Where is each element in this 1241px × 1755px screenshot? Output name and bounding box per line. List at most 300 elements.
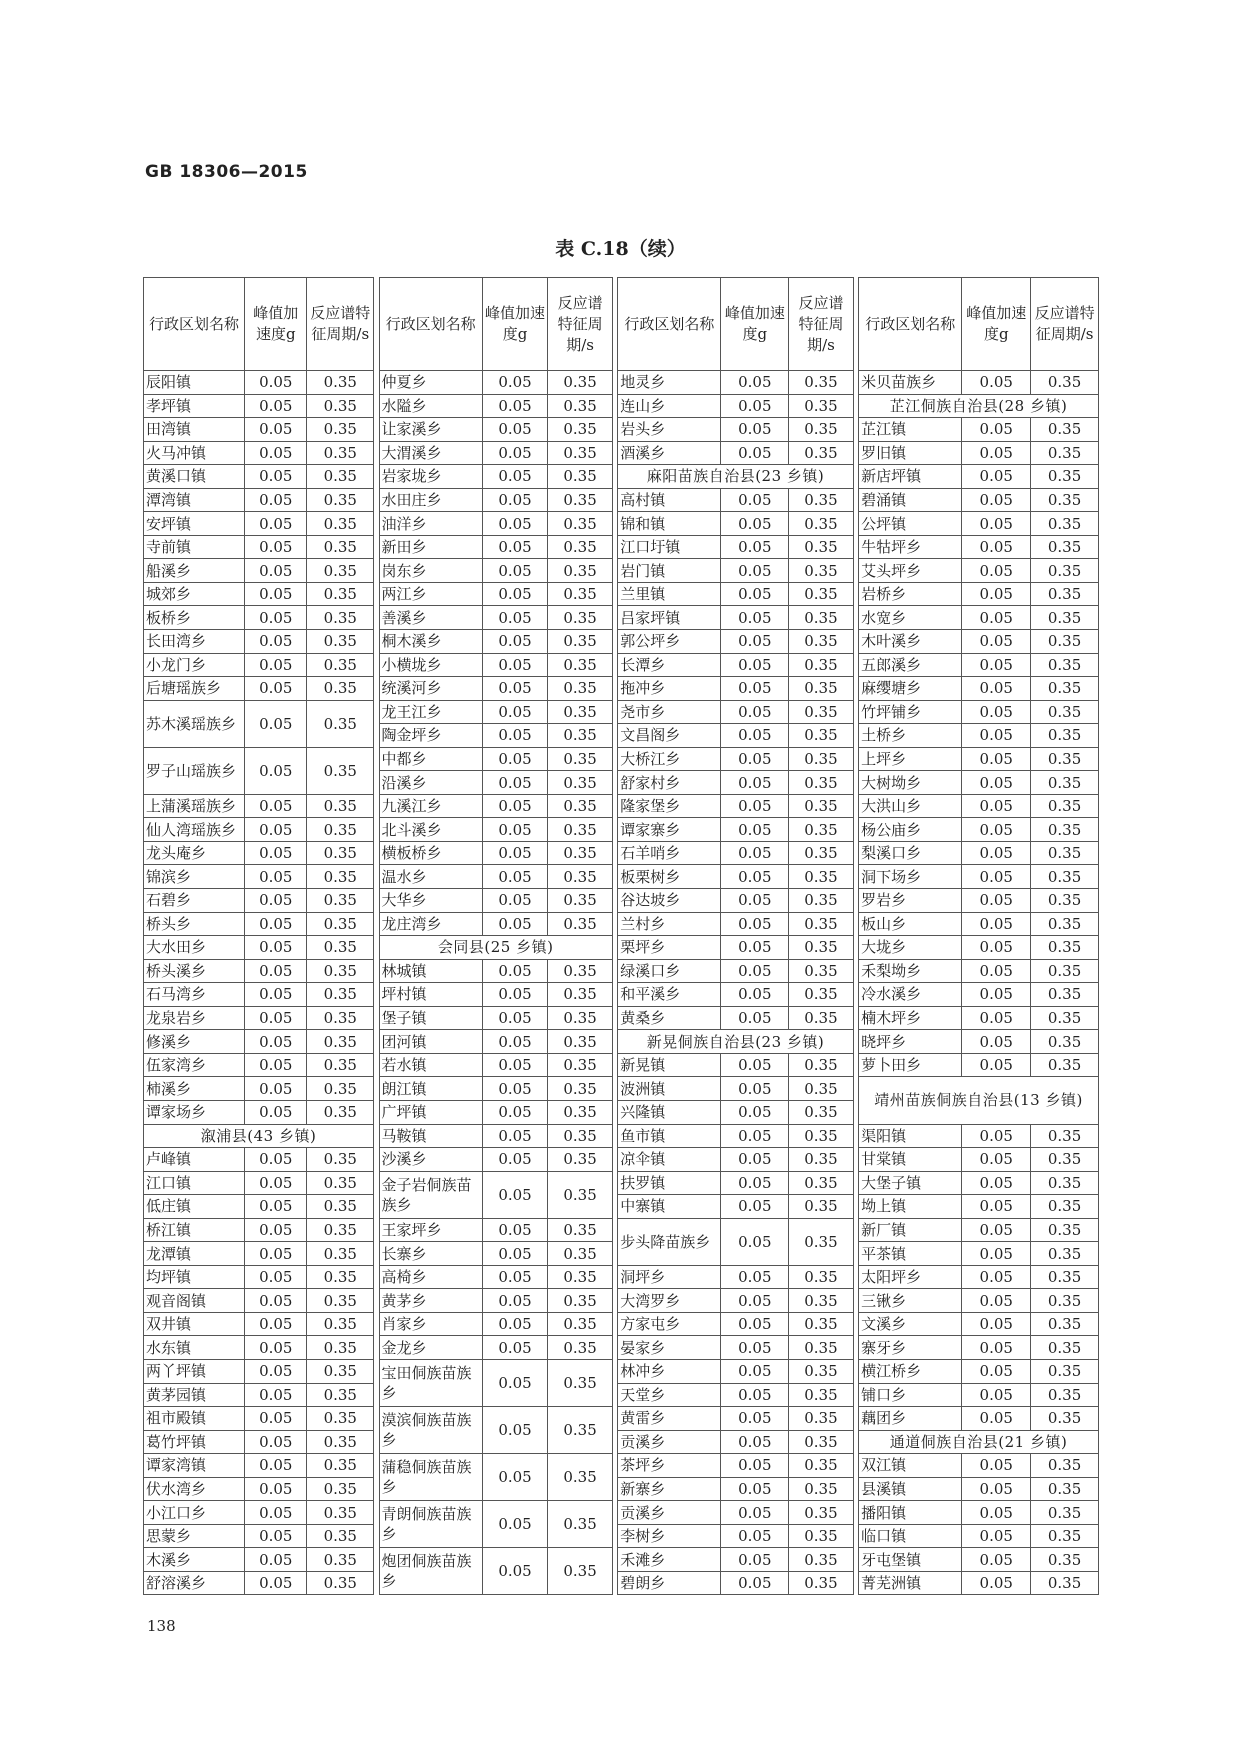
peak-acceleration-value: 0.05: [721, 1124, 789, 1148]
peak-acceleration-value: 0.05: [482, 559, 548, 583]
header-name: 行政区划名称: [379, 278, 482, 371]
characteristic-period-value: 0.35: [307, 1430, 374, 1454]
characteristic-period-value: 0.35: [1031, 488, 1099, 512]
district-name: 黄溪口镇: [144, 465, 245, 489]
peak-acceleration-value: 0.05: [482, 983, 548, 1007]
district-name: 龙庄湾乡: [379, 912, 482, 936]
peak-acceleration-value: 0.05: [962, 1124, 1031, 1148]
peak-acceleration-value: 0.05: [721, 1006, 789, 1030]
characteristic-period-value: 0.35: [307, 394, 374, 418]
peak-acceleration-value: 0.05: [245, 747, 307, 794]
peak-acceleration-value: 0.05: [245, 1030, 307, 1054]
county-heading: 通道侗族自治县(21 乡镇): [859, 1430, 1099, 1454]
district-name: 黄茅乡: [379, 1289, 482, 1313]
characteristic-period-value: 0.35: [307, 1100, 374, 1124]
district-name: 柿溪乡: [144, 1077, 245, 1101]
district-name: 贡溪乡: [618, 1501, 721, 1525]
district-name: 甘棠镇: [859, 1148, 962, 1172]
peak-acceleration-value: 0.05: [962, 1265, 1031, 1289]
characteristic-period-value: 0.35: [548, 959, 613, 983]
table-row: [144, 1289, 1099, 1313]
district-name: 岗东乡: [379, 559, 482, 583]
table-row: [144, 1124, 1099, 1148]
characteristic-period-value: 0.35: [789, 889, 854, 913]
peak-acceleration-value: 0.05: [245, 912, 307, 936]
block-gap: [853, 1100, 858, 1124]
table-row: [144, 441, 1099, 465]
peak-acceleration-value: 0.05: [962, 1548, 1031, 1572]
district-name: 黄桑乡: [618, 1006, 721, 1030]
peak-acceleration-value: 0.05: [482, 1218, 548, 1242]
characteristic-period-value: 0.35: [789, 1124, 854, 1148]
peak-acceleration-value: 0.05: [245, 818, 307, 842]
district-name: 双江镇: [859, 1454, 962, 1478]
district-name: 仙人湾瑶族乡: [144, 818, 245, 842]
characteristic-period-value: 0.35: [1031, 771, 1099, 795]
characteristic-period-value: 0.35: [307, 747, 374, 794]
characteristic-period-value: 0.35: [307, 1571, 374, 1595]
district-name: 茶坪乡: [618, 1454, 721, 1478]
characteristic-period-value: 0.35: [789, 1477, 854, 1501]
characteristic-period-value: 0.35: [307, 1195, 374, 1219]
block-gap: [374, 1195, 379, 1219]
characteristic-period-value: 0.35: [307, 1336, 374, 1360]
characteristic-period-value: 0.35: [307, 818, 374, 842]
table-row: [144, 1195, 1099, 1219]
peak-acceleration-value: 0.05: [482, 700, 548, 724]
characteristic-period-value: 0.35: [789, 1077, 854, 1101]
district-name: 禾梨坳乡: [859, 959, 962, 983]
peak-acceleration-value: 0.05: [721, 512, 789, 536]
characteristic-period-value: 0.35: [307, 1407, 374, 1431]
characteristic-period-value: 0.35: [307, 1030, 374, 1054]
peak-acceleration-value: 0.05: [482, 1501, 548, 1548]
characteristic-period-value: 0.35: [548, 841, 613, 865]
district-name: 谭家寨乡: [618, 818, 721, 842]
peak-acceleration-value: 0.05: [245, 559, 307, 583]
peak-acceleration-value: 0.05: [721, 959, 789, 983]
district-name: 水田庄乡: [379, 488, 482, 512]
peak-acceleration-value: 0.05: [962, 771, 1031, 795]
characteristic-period-value: 0.35: [548, 1171, 613, 1218]
peak-acceleration-value: 0.05: [482, 653, 548, 677]
page-number: 138: [147, 1617, 176, 1635]
table-row: [144, 1171, 1099, 1195]
peak-acceleration-value: 0.05: [245, 1265, 307, 1289]
district-name: 兰村乡: [618, 912, 721, 936]
characteristic-period-value: 0.35: [548, 371, 613, 395]
peak-acceleration-value: 0.05: [721, 1430, 789, 1454]
header-period: 反应谱特征周期/s: [548, 278, 613, 371]
table-row: [144, 1265, 1099, 1289]
peak-acceleration-value: 0.05: [482, 1148, 548, 1172]
district-name: 连山乡: [618, 394, 721, 418]
district-name: 大渭溪乡: [379, 441, 482, 465]
table-row: [144, 1077, 1099, 1101]
table-row: [144, 394, 1099, 418]
characteristic-period-value: 0.35: [1031, 724, 1099, 748]
characteristic-period-value: 0.35: [548, 1006, 613, 1030]
peak-acceleration-value: 0.05: [482, 535, 548, 559]
table-row: [144, 983, 1099, 1007]
peak-acceleration-value: 0.05: [721, 1524, 789, 1548]
characteristic-period-value: 0.35: [307, 1218, 374, 1242]
district-name: 文溪乡: [859, 1312, 962, 1336]
characteristic-period-value: 0.35: [1031, 1030, 1099, 1054]
district-name: 蒲稳侗族苗族乡: [379, 1454, 482, 1501]
district-name: 酒溪乡: [618, 441, 721, 465]
table-row: [144, 865, 1099, 889]
peak-acceleration-value: 0.05: [482, 794, 548, 818]
header-name: 行政区划名称: [144, 278, 245, 371]
district-name: 新店坪镇: [859, 465, 962, 489]
peak-acceleration-value: 0.05: [482, 959, 548, 983]
district-name: 杨公庙乡: [859, 818, 962, 842]
peak-acceleration-value: 0.05: [721, 818, 789, 842]
characteristic-period-value: 0.35: [1031, 1477, 1099, 1501]
characteristic-period-value: 0.35: [1031, 1571, 1099, 1595]
district-name: 横板桥乡: [379, 841, 482, 865]
peak-acceleration-value: 0.05: [721, 794, 789, 818]
district-name: 温水乡: [379, 865, 482, 889]
district-name: 扶罗镇: [618, 1171, 721, 1195]
header-period: 反应谱特征周期/s: [1031, 278, 1099, 371]
peak-acceleration-value: 0.05: [962, 1148, 1031, 1172]
standard-code: GB 18306—2015: [145, 162, 308, 182]
peak-acceleration-value: 0.05: [962, 1242, 1031, 1266]
table-row: [144, 818, 1099, 842]
district-name: 冷水溪乡: [859, 983, 962, 1007]
characteristic-period-value: 0.35: [1031, 677, 1099, 701]
peak-acceleration-value: 0.05: [245, 794, 307, 818]
characteristic-period-value: 0.35: [1031, 747, 1099, 771]
district-name: 火马冲镇: [144, 441, 245, 465]
peak-acceleration-value: 0.05: [482, 1336, 548, 1360]
characteristic-period-value: 0.35: [789, 488, 854, 512]
peak-acceleration-value: 0.05: [245, 606, 307, 630]
peak-acceleration-value: 0.05: [245, 1312, 307, 1336]
county-heading: 新晃侗族自治县(23 乡镇): [618, 1030, 854, 1054]
district-name: 思蒙乡: [144, 1524, 245, 1548]
district-name: 林城镇: [379, 959, 482, 983]
peak-acceleration-value: 0.05: [721, 1383, 789, 1407]
characteristic-period-value: 0.35: [789, 841, 854, 865]
characteristic-period-value: 0.35: [789, 1454, 854, 1478]
characteristic-period-value: 0.35: [307, 1006, 374, 1030]
district-name: 沙溪乡: [379, 1148, 482, 1172]
characteristic-period-value: 0.35: [307, 1524, 374, 1548]
district-name: 谭家场乡: [144, 1100, 245, 1124]
characteristic-period-value: 0.35: [789, 771, 854, 795]
table-row: [144, 535, 1099, 559]
characteristic-period-value: 0.35: [307, 653, 374, 677]
peak-acceleration-value: 0.05: [721, 677, 789, 701]
peak-acceleration-value: 0.05: [721, 1077, 789, 1101]
peak-acceleration-value: 0.05: [245, 465, 307, 489]
district-name: 大树坳乡: [859, 771, 962, 795]
characteristic-period-value: 0.35: [307, 1077, 374, 1101]
peak-acceleration-value: 0.05: [962, 1195, 1031, 1219]
header-period: 反应谱特征周期/s: [307, 278, 374, 371]
peak-acceleration-value: 0.05: [482, 1242, 548, 1266]
peak-acceleration-value: 0.05: [482, 1171, 548, 1218]
block-gap: [612, 1242, 617, 1266]
peak-acceleration-value: 0.05: [721, 488, 789, 512]
district-name: 岩门镇: [618, 559, 721, 583]
characteristic-period-value: 0.35: [789, 512, 854, 536]
district-name: 长田湾乡: [144, 630, 245, 654]
district-name: 低庄镇: [144, 1195, 245, 1219]
seismic-parameter-table: [143, 277, 1099, 1595]
district-name: 堡子镇: [379, 1006, 482, 1030]
district-name: 高椅乡: [379, 1265, 482, 1289]
district-name: 金子岩侗族苗族乡: [379, 1171, 482, 1218]
district-name: 陶金坪乡: [379, 724, 482, 748]
characteristic-period-value: 0.35: [307, 1359, 374, 1383]
characteristic-period-value: 0.35: [1031, 1548, 1099, 1572]
district-name: 长寨乡: [379, 1242, 482, 1266]
peak-acceleration-value: 0.05: [245, 983, 307, 1007]
district-name: 水宽乡: [859, 606, 962, 630]
characteristic-period-value: 0.35: [789, 1336, 854, 1360]
peak-acceleration-value: 0.05: [245, 371, 307, 395]
table-title: 表 C.18（续）: [555, 238, 686, 260]
table-row: [144, 512, 1099, 536]
peak-acceleration-value: 0.05: [962, 677, 1031, 701]
peak-acceleration-value: 0.05: [245, 1148, 307, 1172]
characteristic-period-value: 0.35: [307, 1242, 374, 1266]
characteristic-period-value: 0.35: [789, 1524, 854, 1548]
peak-acceleration-value: 0.05: [245, 1077, 307, 1101]
district-name: 新田乡: [379, 535, 482, 559]
district-name: 兴隆镇: [618, 1100, 721, 1124]
district-name: 龙泉岩乡: [144, 1006, 245, 1030]
county-heading: 会同县(25 乡镇): [379, 936, 612, 960]
district-name: 方家屯乡: [618, 1312, 721, 1336]
peak-acceleration-value: 0.05: [962, 1571, 1031, 1595]
peak-acceleration-value: 0.05: [482, 371, 548, 395]
characteristic-period-value: 0.35: [548, 1312, 613, 1336]
block-gap: [374, 1430, 379, 1454]
characteristic-period-value: 0.35: [1031, 371, 1099, 395]
district-name: 栗坪乡: [618, 936, 721, 960]
characteristic-period-value: 0.35: [548, 1242, 613, 1266]
peak-acceleration-value: 0.05: [482, 841, 548, 865]
characteristic-period-value: 0.35: [548, 912, 613, 936]
district-name: 统溪河乡: [379, 677, 482, 701]
table-row: [144, 794, 1099, 818]
characteristic-period-value: 0.35: [307, 1501, 374, 1525]
peak-acceleration-value: 0.05: [962, 912, 1031, 936]
district-name: 修溪乡: [144, 1030, 245, 1054]
characteristic-period-value: 0.35: [789, 559, 854, 583]
characteristic-period-value: 0.35: [307, 418, 374, 442]
peak-acceleration-value: 0.05: [721, 724, 789, 748]
district-name: 渠阳镇: [859, 1124, 962, 1148]
characteristic-period-value: 0.35: [1031, 1524, 1099, 1548]
district-name: 九溪江乡: [379, 794, 482, 818]
characteristic-period-value: 0.35: [548, 559, 613, 583]
block-gap: [374, 1383, 379, 1407]
peak-acceleration-value: 0.05: [245, 1454, 307, 1478]
characteristic-period-value: 0.35: [307, 889, 374, 913]
characteristic-period-value: 0.35: [789, 1289, 854, 1313]
district-name: 晓坪乡: [859, 1030, 962, 1054]
district-name: 潭湾镇: [144, 488, 245, 512]
peak-acceleration-value: 0.05: [962, 1053, 1031, 1077]
peak-acceleration-value: 0.05: [245, 653, 307, 677]
characteristic-period-value: 0.35: [1031, 1171, 1099, 1195]
peak-acceleration-value: 0.05: [962, 559, 1031, 583]
table-row: [144, 1501, 1099, 1525]
peak-acceleration-value: 0.05: [962, 1383, 1031, 1407]
table-row: [144, 630, 1099, 654]
peak-acceleration-value: 0.05: [721, 653, 789, 677]
peak-acceleration-value: 0.05: [721, 559, 789, 583]
peak-acceleration-value: 0.05: [245, 512, 307, 536]
district-name: 岩桥乡: [859, 582, 962, 606]
district-name: 碧涌镇: [859, 488, 962, 512]
characteristic-period-value: 0.35: [789, 912, 854, 936]
peak-acceleration-value: 0.05: [245, 1006, 307, 1030]
district-name: 板山乡: [859, 912, 962, 936]
district-name: 龙头庵乡: [144, 841, 245, 865]
peak-acceleration-value: 0.05: [245, 1571, 307, 1595]
peak-acceleration-value: 0.05: [721, 1053, 789, 1077]
characteristic-period-value: 0.35: [789, 818, 854, 842]
district-name: 木溪乡: [144, 1548, 245, 1572]
table-row: [144, 841, 1099, 865]
header-peak-acceleration: 峰值加速度g: [245, 278, 307, 371]
district-name: 县溪镇: [859, 1477, 962, 1501]
characteristic-period-value: 0.35: [548, 535, 613, 559]
district-name: 绿溪口乡: [618, 959, 721, 983]
characteristic-period-value: 0.35: [307, 559, 374, 583]
characteristic-period-value: 0.35: [548, 983, 613, 1007]
district-name: 碧朗乡: [618, 1571, 721, 1595]
district-name: 公坪镇: [859, 512, 962, 536]
peak-acceleration-value: 0.05: [962, 418, 1031, 442]
characteristic-period-value: 0.35: [789, 1195, 854, 1219]
table-row: [144, 1218, 1099, 1242]
peak-acceleration-value: 0.05: [721, 1312, 789, 1336]
characteristic-period-value: 0.35: [1031, 818, 1099, 842]
district-name: 板桥乡: [144, 606, 245, 630]
district-name: 龙潭镇: [144, 1242, 245, 1266]
peak-acceleration-value: 0.05: [482, 488, 548, 512]
district-name: 石马湾乡: [144, 983, 245, 1007]
characteristic-period-value: 0.35: [307, 535, 374, 559]
peak-acceleration-value: 0.05: [245, 1383, 307, 1407]
peak-acceleration-value: 0.05: [721, 889, 789, 913]
characteristic-period-value: 0.35: [307, 465, 374, 489]
characteristic-period-value: 0.35: [789, 582, 854, 606]
characteristic-period-value: 0.35: [1031, 1148, 1099, 1172]
characteristic-period-value: 0.35: [548, 394, 613, 418]
district-name: 牙屯堡镇: [859, 1548, 962, 1572]
characteristic-period-value: 0.35: [548, 1053, 613, 1077]
district-name: 小横垅乡: [379, 653, 482, 677]
characteristic-period-value: 0.35: [789, 936, 854, 960]
peak-acceleration-value: 0.05: [245, 1501, 307, 1525]
characteristic-period-value: 0.35: [548, 1501, 613, 1548]
characteristic-period-value: 0.35: [1031, 700, 1099, 724]
district-name: 菁芜洲镇: [859, 1571, 962, 1595]
characteristic-period-value: 0.35: [789, 959, 854, 983]
peak-acceleration-value: 0.05: [962, 959, 1031, 983]
peak-acceleration-value: 0.05: [721, 1407, 789, 1431]
characteristic-period-value: 0.35: [1031, 1195, 1099, 1219]
characteristic-period-value: 0.35: [789, 371, 854, 395]
characteristic-period-value: 0.35: [307, 841, 374, 865]
block-gap: [374, 1524, 379, 1548]
district-name: 桥江镇: [144, 1218, 245, 1242]
characteristic-period-value: 0.35: [1031, 630, 1099, 654]
characteristic-period-value: 0.35: [1031, 606, 1099, 630]
district-name: 让家溪乡: [379, 418, 482, 442]
characteristic-period-value: 0.35: [307, 912, 374, 936]
peak-acceleration-value: 0.05: [245, 841, 307, 865]
table-row: [144, 1030, 1099, 1054]
characteristic-period-value: 0.35: [307, 606, 374, 630]
table-row: [144, 1430, 1099, 1454]
peak-acceleration-value: 0.05: [482, 1006, 548, 1030]
district-name: 天堂乡: [618, 1383, 721, 1407]
characteristic-period-value: 0.35: [789, 747, 854, 771]
district-name: 牛牯坪乡: [859, 535, 962, 559]
peak-acceleration-value: 0.05: [962, 653, 1031, 677]
peak-acceleration-value: 0.05: [482, 1030, 548, 1054]
characteristic-period-value: 0.35: [548, 771, 613, 795]
peak-acceleration-value: 0.05: [721, 1171, 789, 1195]
district-name: 上坪乡: [859, 747, 962, 771]
peak-acceleration-value: 0.05: [482, 630, 548, 654]
peak-acceleration-value: 0.05: [245, 700, 307, 747]
district-name: 船溪乡: [144, 559, 245, 583]
characteristic-period-value: 0.35: [548, 1407, 613, 1454]
peak-acceleration-value: 0.05: [962, 441, 1031, 465]
characteristic-period-value: 0.35: [307, 865, 374, 889]
peak-acceleration-value: 0.05: [482, 441, 548, 465]
district-name: 祖市殿镇: [144, 1407, 245, 1431]
characteristic-period-value: 0.35: [1031, 1006, 1099, 1030]
district-name: 新厂镇: [859, 1218, 962, 1242]
district-name: 岩家垅乡: [379, 465, 482, 489]
characteristic-period-value: 0.35: [307, 1312, 374, 1336]
characteristic-period-value: 0.35: [789, 418, 854, 442]
peak-acceleration-value: 0.05: [482, 818, 548, 842]
peak-acceleration-value: 0.05: [962, 747, 1031, 771]
characteristic-period-value: 0.35: [548, 441, 613, 465]
characteristic-period-value: 0.35: [548, 1359, 613, 1406]
characteristic-period-value: 0.35: [307, 488, 374, 512]
characteristic-period-value: 0.35: [1031, 983, 1099, 1007]
peak-acceleration-value: 0.05: [962, 582, 1031, 606]
district-name: 楠木坪乡: [859, 1006, 962, 1030]
characteristic-period-value: 0.35: [307, 677, 374, 701]
peak-acceleration-value: 0.05: [962, 983, 1031, 1007]
characteristic-period-value: 0.35: [789, 1100, 854, 1124]
characteristic-period-value: 0.35: [548, 794, 613, 818]
table-row: [144, 1571, 1099, 1595]
characteristic-period-value: 0.35: [307, 1171, 374, 1195]
district-name: 辰阳镇: [144, 371, 245, 395]
characteristic-period-value: 0.35: [548, 1454, 613, 1501]
peak-acceleration-value: 0.05: [721, 700, 789, 724]
header-name: 行政区划名称: [618, 278, 721, 371]
peak-acceleration-value: 0.05: [962, 794, 1031, 818]
characteristic-period-value: 0.35: [1031, 1407, 1099, 1431]
